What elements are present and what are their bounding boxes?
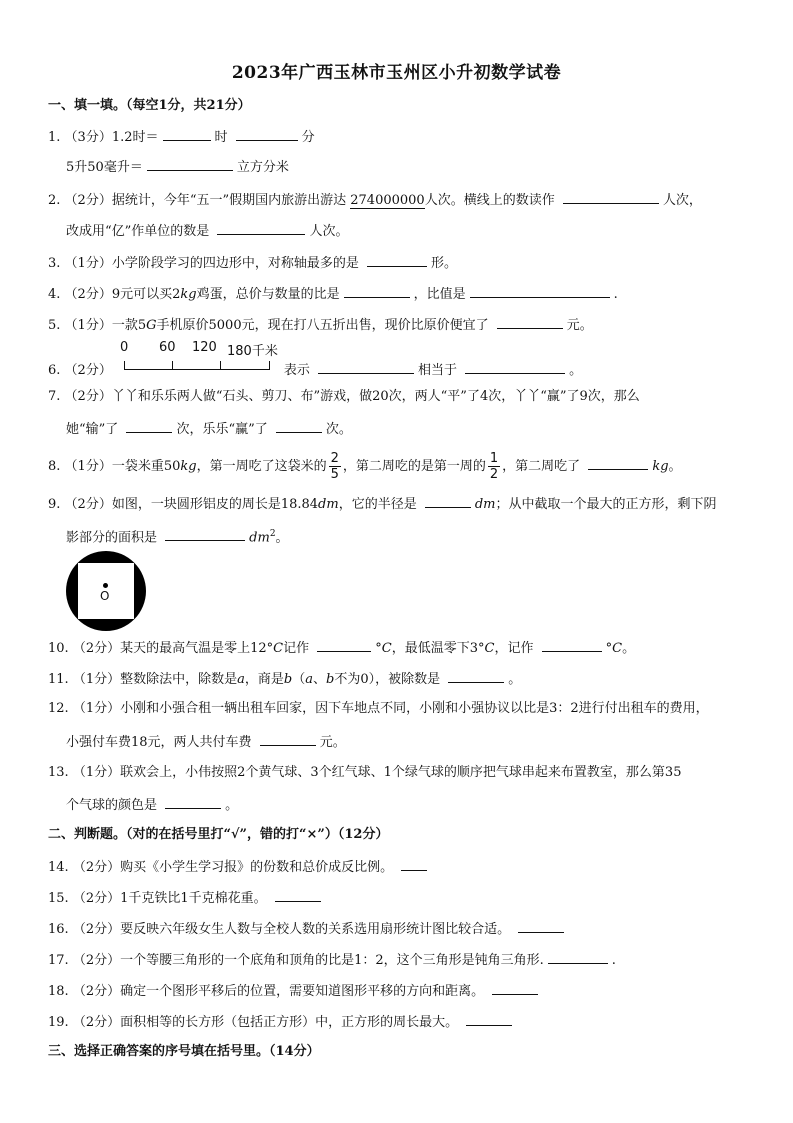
question-19: 19. （2分）面积相等的长方形（包括正方形）中，正方形的周长最大。 [48,1012,516,1032]
question-score: （2分） [72,891,121,906]
question-5: 5. （1分）一款5G手机原价5000元，现在打八五折出售，现价比原价便宜了 元。 [48,315,593,335]
answer-blank[interactable] [318,360,414,374]
question-number: 3. [48,256,61,271]
question-number: 2. [48,193,61,208]
question-8: 8. （1分）一袋米重50kg，第一周吃了这袋米的 $\frac{2}{5}$ ，第二周吃的是第一周的 $\frac{1}{2}$ ，第二周吃了 kg。 [48,451,682,482]
section-heading-3: 三、选择正确答案的序号填在括号里。（14分） [48,1044,320,1059]
answer-blank[interactable] [492,981,538,995]
ruler-label: 180千米 [227,344,278,359]
question-score: （2分） [64,363,112,378]
circle-with-square-figure [66,551,146,631]
answer-blank[interactable] [126,419,172,433]
fraction: $\frac{1}{2}$ [489,451,499,482]
question-score: （1分） [64,256,112,271]
answer-blank[interactable] [165,795,221,809]
answer-blank[interactable] [542,638,602,652]
question-12-line-2: 小强付车费18元，两人共付车费 元。 [66,732,346,752]
question-16: 16. （2分）要反映六年级女生人数与全校人数的关系选用扇形统计图比较合适。 [48,919,568,939]
center-label: O [100,589,110,603]
answer-blank[interactable] [260,732,316,746]
question-score: （2分） [72,860,121,875]
question-number: 10. [48,641,69,656]
question-9-line-2: 影部分的面积是 $dm^2$。 [66,529,289,546]
ruler-label: 60 [159,340,176,355]
answer-blank[interactable] [344,284,410,298]
question-15: 15. （2分）1千克铁比1千克棉花重。 [48,888,325,908]
answer-blank[interactable] [465,360,565,374]
question-number: 17. [48,953,69,968]
question-10: 10. （2分）某天的最高气温是零上12°C记作 °C，最低温零下3°C，记作 °C。 [48,638,635,658]
question-number: 18. [48,984,69,999]
question-score: （1分） [72,701,121,716]
answer-blank[interactable] [367,253,427,267]
question-number: 4. [48,287,61,302]
question-13-line-2: 个气球的颜色是 。 [66,795,238,815]
answer-blank[interactable] [518,919,564,933]
question-score: （2分） [64,287,112,302]
question-number: 16. [48,922,69,937]
question-score: （2分） [72,953,121,968]
question-13: 13. （1分）联欢会上，小伟按照2个黄气球、3个红气球、1个绿气球的顺序把气球串起来布置教室，那么第35 [48,765,682,780]
question-4: 4. （2分）9元可以买2kg鸡蛋，总价与数量的比是 ，比值是 . [48,284,618,304]
answer-blank[interactable] [448,669,504,683]
answer-blank[interactable] [563,190,659,204]
section-heading-1: 一、填一填。（每空1分，共21分） [48,98,251,113]
question-17: 17. （2分）一个等腰三角形的一个底角和顶角的比是1：2，这个三角形是钝角三角形. . [48,950,616,970]
answer-blank[interactable] [147,157,233,171]
question-number: 8. [48,459,61,474]
question-9: 9. （2分）如图，一块圆形铝皮的周长是18.84dm，它的半径是 dm；从中截取一个最大的正方形，剩下阴 [48,494,717,514]
center-point [103,583,108,588]
answer-blank[interactable] [497,315,563,329]
question-score: （2分） [72,984,121,999]
answer-blank[interactable] [425,494,471,508]
answer-blank[interactable] [317,638,371,652]
question-1: 1. （3分）1.2时＝ 时 分 [48,127,315,147]
answer-blank[interactable] [276,419,322,433]
question-number: 19. [48,1015,69,1030]
question-7-line-2: 她“输”了 次，乐乐“赢”了 次。 [66,419,352,439]
question-score: （1分） [72,672,121,687]
question-number: 12. [48,701,69,716]
question-2: 2. （2分）据统计，今年“五一”假期国内旅游出游达 274000000人次。横线上的数读作 人次， [48,190,702,210]
underlined-number: 274000000 [350,193,425,208]
answer-blank[interactable] [548,950,608,964]
answer-blank[interactable] [163,127,211,141]
ruler-label: 0 [120,340,129,355]
answer-blank[interactable] [588,456,648,470]
question-number: 7. [48,389,61,404]
question-14: 14. （2分）购买《小学生学习报》的份数和总价成反比例。 [48,857,431,877]
answer-blank[interactable] [401,857,427,871]
answer-blank[interactable] [236,127,298,141]
question-number: 5. [48,318,61,333]
question-12: 12. （1分）小刚和小强合租一辆出租车回家，因下车地点不同，小刚和小强协议以比是3：2进行付出租车的费用， [48,701,709,716]
answer-blank[interactable] [466,1012,512,1026]
question-1-line-2: 5升50毫升＝ 立方分米 [66,157,289,177]
question-score: （1分） [72,765,121,780]
answer-blank[interactable] [470,284,610,298]
question-score: （1分） [64,459,112,474]
question-18: 18. （2分）确定一个图形平移后的位置，需要知道图形平移的方向和距离。 [48,981,542,1001]
question-score: （3分） [64,130,112,145]
question-3: 3. （1分）小学阶段学习的四边形中，对称轴最多的是 形。 [48,253,457,273]
question-number: 13. [48,765,69,780]
question-score: （2分） [64,193,112,208]
question-score: （2分） [64,389,112,404]
question-score: （2分） [64,497,112,512]
ruler-label: 120 [192,340,217,355]
question-score: （2分） [72,1015,121,1030]
question-score: （2分） [72,922,121,937]
question-number: 11. [48,672,69,687]
question-number: 9. [48,497,61,512]
question-score: （2分） [72,641,121,656]
question-number: 6. [48,363,61,378]
answer-blank[interactable] [217,221,305,235]
question-11: 11. （1分）整数除法中，除数是a，商是b（a、b不为0），被除数是 。 [48,669,521,689]
question-number: 1. [48,130,61,145]
question-2-line-2: 改成用“亿”作单位的数是 人次。 [66,221,348,241]
question-number: 14. [48,860,69,875]
fraction: $\frac{2}{5}$ [330,451,339,482]
question-7: 7. （2分）丫丫和乐乐两人做“石头、剪刀、布”游戏，做20次，两人“平”了4次，丫丫“赢”了9次，那么 [48,389,640,404]
answer-blank[interactable] [165,527,245,541]
question-6: 6. （2分） 表示 相当于 。 [48,360,582,380]
question-number: 15. [48,891,69,906]
page-title: 2023年广西玉林市玉州区小升初数学试卷 [231,63,562,83]
question-score: （1分） [64,318,112,333]
answer-blank[interactable] [275,888,321,902]
section-heading-2: 二、判断题。（对的在括号里打“√”，错的打“×”）（12分） [48,827,389,842]
